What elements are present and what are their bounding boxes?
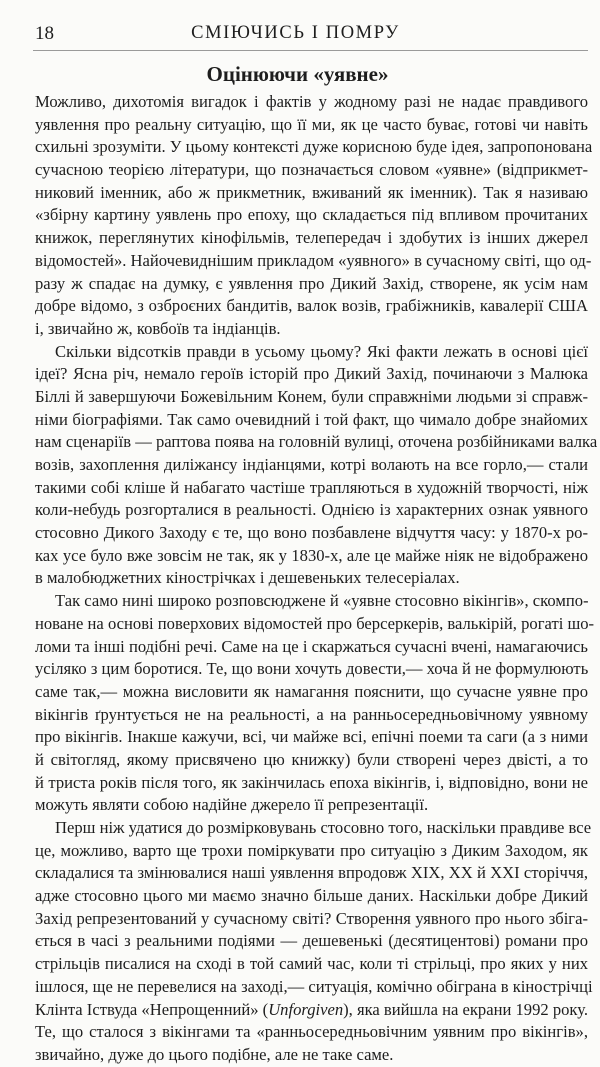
- text-line: уявлення про реальну ситуацію, що її ми, як це часто буває, готові чи навіть: [35, 114, 588, 134]
- paragraph: [35, 341, 598, 591]
- text-line: никовий іменник, або ж прикметник, вживаний як іменник). Так я називаю: [35, 182, 588, 202]
- text-line: Клінта Іствуда «Непрощенний» (Unforgiven), яка вийшла на екрани 1992 року.: [35, 999, 589, 1019]
- text-line: ється в часі з реальними подіями — дешевенькі (десятицентові) романи про: [35, 931, 588, 951]
- text-line: вікінгів ґрунтується не на реальності, а на ранньосередньовічному уявному: [35, 704, 588, 724]
- text-line: й триста років після того, як закінчилась епоха вікінгів, і, відповідно, вони не: [35, 772, 588, 792]
- text-line: новане на основі поверхових відомостей про берсеркерів, валькірій, рогаті шо-: [35, 613, 595, 633]
- text-line: складалися та змінювалися наші уявлення впродовж XIX, XX й XXI сторіччя,: [35, 863, 588, 883]
- text-line: Скільки відсотків правди в усьому цьому? Які факти лежать в основі цієї: [55, 341, 588, 361]
- text-line: Те, що сталося з вікінгами та «ранньосередньовічним уявним про вікінгів»,: [35, 1022, 588, 1042]
- text-line: в малобюджетних кінострічках і дешевеньких телесеріалах.: [35, 568, 460, 588]
- text-line: саме так,— можна висловити як намагання пояснити, що сучасне уявне про: [35, 681, 588, 701]
- text-line: Біллі й завершуючи Божевільним Конем, були справжніми людьми зі справж-: [35, 386, 588, 406]
- text-line: можуть являти собою надійне джерело її репрезентації.: [35, 795, 429, 815]
- text-line: книжок, переглянутих кінофільмів, телепередач і здобутих із інших джерел: [35, 228, 588, 248]
- text-line: ішлося, ще не перевелися на заході,— ситуація, комічно обіграна в кінострічці: [35, 976, 593, 996]
- text-line: добре відомо, з озброєних бандитів, валок возів, грабіжників, кавалерії США: [35, 296, 588, 316]
- text-line: про вікінгів. Інакше кажучи, всі, чи майже всі, епічні поеми та саги (а з ними: [35, 727, 588, 747]
- text-line: такими собі кліше й набагато частіше трапляються в художній творчості, ніж: [35, 477, 588, 497]
- paragraph: [35, 817, 593, 1067]
- text-line: нам сценаріїв — раптова поява на головній вулиці, оточена розбійниками валка: [35, 432, 598, 452]
- body-text: [35, 91, 598, 1067]
- section-heading: Оцінюючи «уявне»: [206, 62, 389, 86]
- running-title: СМІЮЧИСЬ І ПОМРУ: [191, 23, 400, 43]
- paragraph: [35, 590, 595, 817]
- text-line: ідеї? Ясна річ, немало героїв історій про Дикий Захід, починаючи з Малюка: [35, 364, 588, 384]
- text-line: й світогляд, якому присвячено цю книжку) були створені через двісті, а то: [35, 749, 588, 769]
- text-line: звичайно, дуже до цього подібне, але не таке саме.: [35, 1044, 394, 1064]
- text-line: ках усе було вже зовсім не так, як у 1830-х, але це майже ніяк не відображено: [35, 545, 588, 565]
- paragraph: [35, 91, 593, 341]
- text-line: схильні зрозуміти. У цьому контексті дуже корисною буде ідея, запропонована: [35, 137, 593, 157]
- text-line: разу ж спадає на думку, є уявлення про Дикий Захід, створене, як усім нам: [35, 273, 588, 293]
- text-line: возів, захоплення диліжансу індіанцями, котрі волають на все горло,— стали: [35, 455, 588, 474]
- text-line: і, звичайно ж, ковбоїв та індіанців.: [35, 318, 281, 338]
- text-line: коли-небудь розгорталися в реальності. Однією із характерних ознак уявного: [35, 500, 588, 520]
- text-line: усіляко з цим боротися. Те, що вони хочуть довести,— хоча й не формулюють: [35, 659, 589, 679]
- text-line: стосовно Дикого Заходу є те, що воно позбавлене відчуття часу: у 1870-х ро-: [35, 523, 588, 543]
- page-header: [33, 20, 588, 51]
- text-line: ломи та інші подібні речі. Саме на це і скаржаться сучасні вчені, намагаючись: [35, 636, 588, 656]
- text-line: сучасною теорією літератури, що позначається словом «уявне» (відприкмет-: [35, 160, 588, 180]
- text-line: Перш ніж удатися до розмірковувань стосовно того, наскільки правдиве все: [55, 818, 592, 837]
- text-line: Можливо, дихотомія вигадок і фактів у жодному разі не надає правдивого: [35, 92, 588, 111]
- text-line: німи біографіями. Так само очевидний і той факт, що чимало добре знайомих: [35, 409, 588, 429]
- text-line: Захід репрезентований у сучасному світі? Створення уявного про нього збіга-: [35, 908, 588, 928]
- italic-title: Unforgiven: [268, 999, 344, 1019]
- text-line: стрільців писалися на сході в той самий час, коли ті стрільці, про яких у них: [35, 954, 588, 974]
- text-line: відомостей». Найочевиднішим прикладом «уявного» в сучасному світі, що од-: [35, 250, 592, 270]
- text-line: Так само нині широко розповсюджене й «уявне стосовно вікінгів», скомпо-: [55, 591, 589, 611]
- text-line: адже стосовно цього ми маємо значно більше даних. Наскільки добре Дикий: [35, 886, 588, 906]
- text-line: «збірну картину уявлень про епоху, що складається під впливом прочитаних: [35, 205, 588, 225]
- text-line: це, можливо, варто ще трохи поміркувати про ситуацію з Диким Заходом, як: [35, 840, 588, 860]
- page-number: 18: [35, 23, 54, 44]
